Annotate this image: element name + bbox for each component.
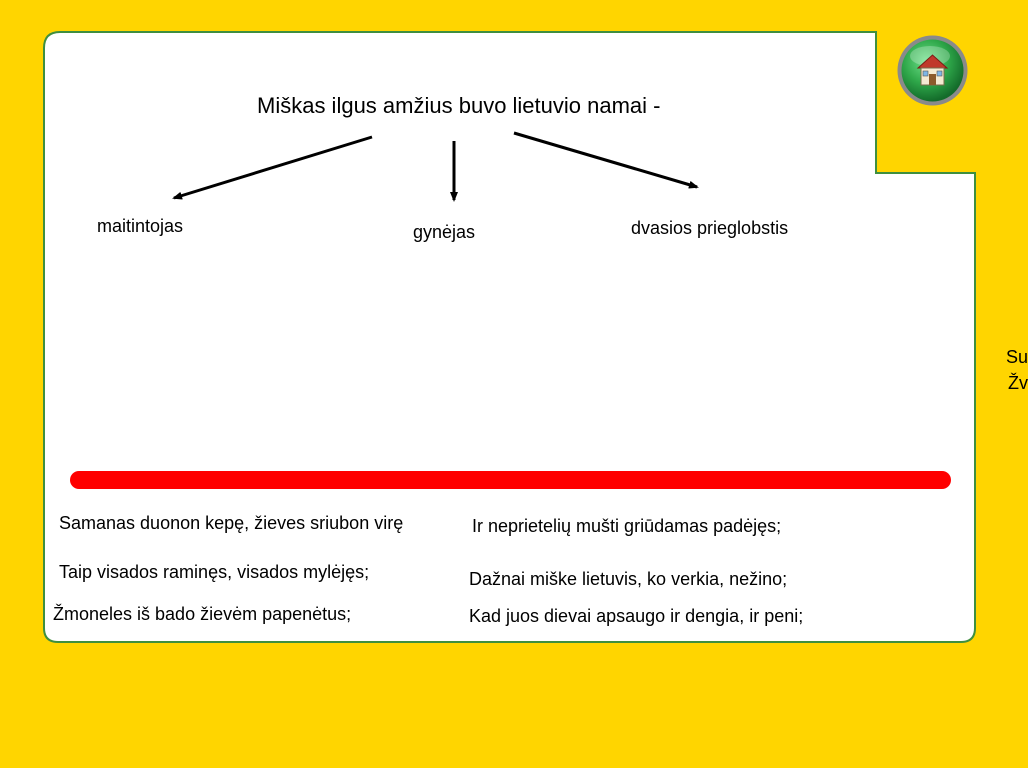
arrow-left — [174, 137, 372, 198]
red-divider — [70, 471, 951, 489]
poem-line-left-1: Samanas duonon kepę, žieves sriubon virę — [59, 513, 404, 533]
slide-title: Miškas ilgus amžius buvo lietuvio namai - — [257, 93, 661, 118]
branch-label-dvasios-prieglobstis: dvasios prieglobstis — [631, 218, 789, 238]
poem-line-right-2: Dažnai miške lietuvis, ko verkia, nežino; — [469, 569, 788, 589]
offslide-text-1: Su — [1006, 347, 1028, 367]
poem-line-right-3: Kad juos dievai apsaugo ir dengia, ir peni; — [469, 606, 804, 626]
home-button[interactable] — [896, 34, 969, 107]
arrow-right — [514, 133, 697, 187]
poem-line-right-1: Ir neprietelių mušti griūdamas padėjęs; — [472, 516, 782, 536]
branch-label-gynejas: gynėjas — [413, 222, 476, 242]
poem-line-left-3: Žmoneles iš bado žievėm papenėtus; — [53, 604, 352, 624]
branch-label-maitintojas: maitintojas — [97, 216, 184, 236]
poem-line-left-2: Taip visados raminęs, visados mylėjęs; — [59, 562, 370, 582]
offslide-text-2: Žv — [1008, 373, 1028, 393]
home-icon — [896, 34, 969, 107]
